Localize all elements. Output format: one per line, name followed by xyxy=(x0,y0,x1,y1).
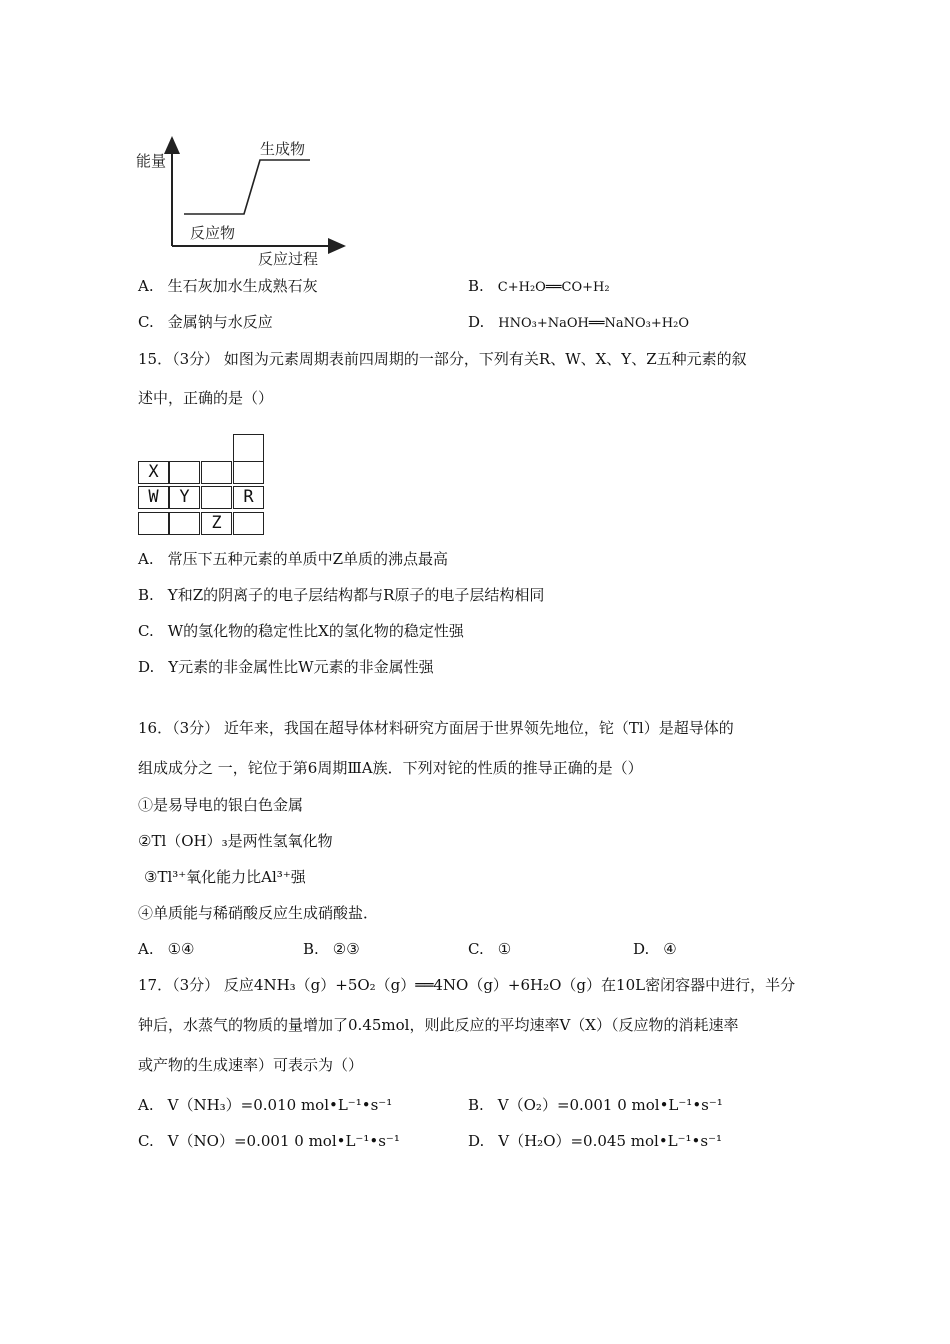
q14-option-a: A. 生石灰加水生成熟石灰 xyxy=(138,277,318,295)
energy-curve xyxy=(184,160,310,214)
table-cell xyxy=(169,461,200,484)
q16-option-b: B. ②③ xyxy=(303,940,360,958)
q14-option-d: D. HNO₃+NaOH══NaNO₃+H₂O xyxy=(468,313,689,331)
q15-option-d: D. Y元素的非金属性比W元素的非金属性强 xyxy=(138,658,434,676)
q14-option-b: B. C+H₂O══CO+H₂ xyxy=(468,277,610,295)
q16-stem-line1: 16．（3分） 近年来，我国在超导体材料研究方面居于世界领先地位，铊（Tl）是超导体的 xyxy=(138,719,734,737)
table-cell xyxy=(233,461,264,484)
table-cell-x: X xyxy=(138,461,169,484)
q15-option-b: B. Y和Z的阴离子的电子层结构都与R原子的电子层结构相同 xyxy=(138,586,545,604)
table-cell-top xyxy=(233,434,264,462)
q16-item-4: ④单质能与稀硝酸反应生成硝酸盐． xyxy=(138,904,379,922)
q16-item-2: ②Tl（OH）₃是两性氢氧化物 xyxy=(138,832,333,850)
q15-option-c: C. W的氢化物的稳定性比X的氢化物的稳定性强 xyxy=(138,622,464,640)
table-cell xyxy=(233,512,264,535)
q17-stem-line1: 17．（3分） 反应4NH₃（g）+5O₂（g）══4NO（g）+6H₂O（g）在10L密闭容器中进行，半分 xyxy=(138,976,796,994)
table-cell-z: Z xyxy=(201,512,232,535)
product-label: 生成物 xyxy=(260,140,306,158)
table-cell xyxy=(201,461,232,484)
q17-stem-line3: 或产物的生成速率）可表示为（） xyxy=(138,1056,364,1074)
q17-option-b: B. V（O₂）=0.001 0 mol•L⁻¹•s⁻¹ xyxy=(468,1096,723,1114)
y-axis-label: 能量 xyxy=(136,152,167,170)
energy-diagram xyxy=(132,128,362,268)
reactant-label: 反应物 xyxy=(190,224,236,242)
q16-item-3: ③Tl³⁺氧化能力比Al³⁺强 xyxy=(144,868,306,886)
q16-stem-line2: 组成成分之 一，铊位于第6周期ⅢA族．下列对铊的性质的推导正确的是（） xyxy=(138,759,643,777)
table-cell xyxy=(138,512,169,535)
q17-option-a: A. V（NH₃）=0.010 mol•L⁻¹•s⁻¹ xyxy=(138,1096,393,1114)
table-cell xyxy=(169,512,200,535)
q16-option-d: D. ④ xyxy=(633,940,677,958)
q16-item-1: ①是易导电的银白色金属 xyxy=(138,796,304,814)
table-cell-y: Y xyxy=(169,486,200,509)
q15-option-a: A. 常压下五种元素的单质中Z单质的沸点最高 xyxy=(138,550,449,568)
periodic-table-fragment xyxy=(138,434,265,538)
q16-option-a: A. ①④ xyxy=(138,940,195,958)
q14-option-c: C. 金属钠与水反应 xyxy=(138,313,273,331)
q15-stem-line1: 15．（3分） 如图为元素周期表前四周期的一部分，下列有关R、W、X、Y、Z五种元素的叙 xyxy=(138,350,747,368)
q17-option-c: C. V（NO）=0.001 0 mol•L⁻¹•s⁻¹ xyxy=(138,1132,400,1150)
table-cell xyxy=(201,486,232,509)
q15-stem-line2: 述中，正确的是（） xyxy=(138,389,274,407)
q16-option-c: C. ① xyxy=(468,940,512,958)
x-axis-label: 反应过程 xyxy=(258,250,319,268)
q17-stem-line2: 钟后，水蒸气的物质的量增加了0.45mol，则此反应的平均速率V（X）（反应物的消耗速率 xyxy=(138,1016,739,1034)
table-cell-r: R xyxy=(233,486,264,509)
table-cell-w: W xyxy=(138,486,169,509)
q17-option-d: D. V（H₂O）=0.045 mol•L⁻¹•s⁻¹ xyxy=(468,1132,723,1150)
